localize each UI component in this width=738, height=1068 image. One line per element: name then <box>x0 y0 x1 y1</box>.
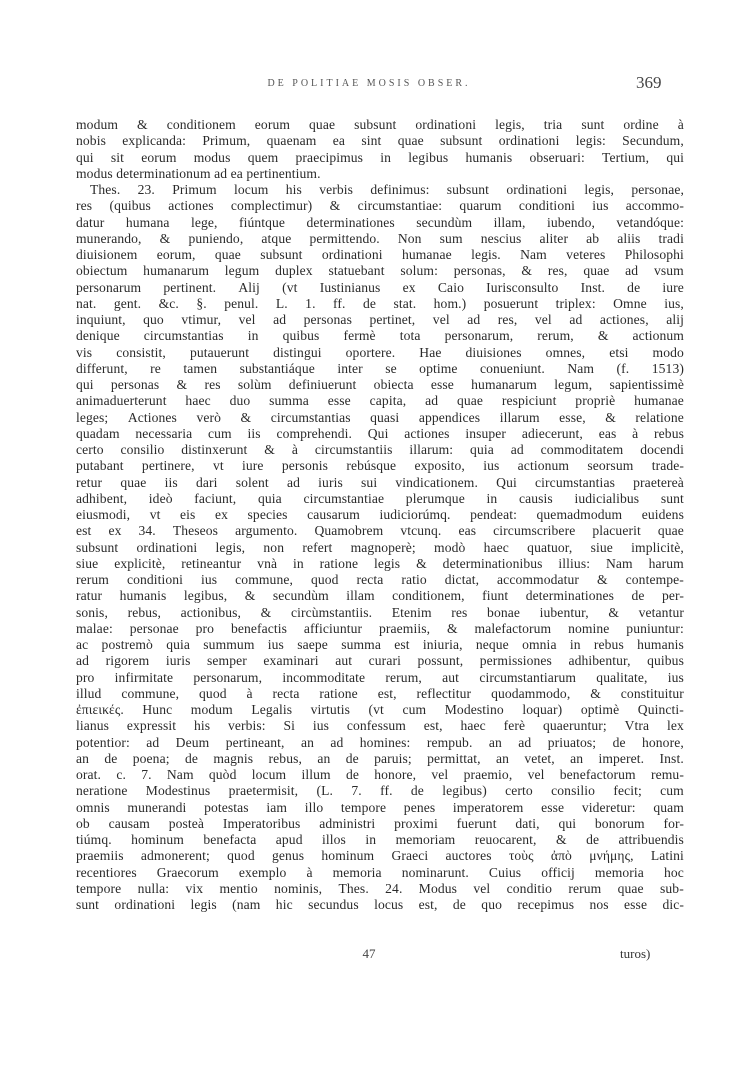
text-line: omnis munerandi potestas iam illo tempore penes imperatorem esse videretur: quam <box>76 799 684 815</box>
text-line: obiectum humanarum legum duplex statuebant solum: personas, & res, quae ad vsum <box>76 263 684 279</box>
text-line: quadam necessaria cum iis comprehendi. Qui actiones insuper adiecerunt, eas à rebus <box>76 425 684 441</box>
body-text <box>76 117 684 913</box>
text-line: nat. gent. &c. §. penul. L. 1. ff. de stat. hom.) posuerunt triplex: Omne ius, <box>76 295 684 311</box>
text-line: potentior: ad Deum pertineant, an ad homines: rempub. an ad priuatos; de honore, <box>76 734 684 750</box>
text-line: putabant pertinere, vt iure personis rebúsque exposito, ius actionum seorsum trade- <box>76 458 684 474</box>
text-line: illud commune, quod à recta ratione est, reflectitur quodammodo, & constituitur <box>76 685 684 701</box>
text-line: differunt, re tamen substantiáque inter se optime conueniunt. Nam (f. 1513) <box>76 360 684 376</box>
text-line: rerum conditioni ius commune, quod recta ratio dictat, accommodatur & contempe- <box>76 572 684 587</box>
text-line: certo consilio distinxerunt & à circumstantiis illarum: quia ad commoditatem docendi <box>76 442 684 457</box>
text-line: ad rigorem iuris semper examinari aut curari possunt, permissiones adhibentur, quibus <box>76 653 684 669</box>
text-line: an de poena; de magnis rebus, an de paruis; permittat, an vetet, an imperet. Inst. <box>76 750 684 766</box>
text-line: neratione Modestinus praetermisit, (L. 7. ff. de legibus) certo consilio fecit; cum <box>76 783 684 799</box>
text-line: ac postremò quia summum ius saepe summa est iniuria, neque omnia in rebus humanis <box>76 637 684 652</box>
text-line: munerando, & puniendo, atque permittendo. Non sum nescius aliter ab aliis tradi <box>76 230 684 246</box>
text-line: animaduerterunt haec duo summa esse capita, ad quae respiciunt propriè humanae <box>76 393 684 409</box>
text-line: modus determinationum ad ea pertinentium. <box>76 165 321 181</box>
text-line: leges; Actiones verò & circumstantias quasi appendices illarum esse, & relatione <box>76 409 684 425</box>
text-line: recentiores Graecorum exemplo à memoria nominarunt. Cuius officij memoria hoc <box>76 864 684 880</box>
text-line: praemiis admonerent; quod genus hominum Graeci auctores τοὺς ἀπὸ μνήμης, Latini <box>76 848 684 864</box>
page-number: 369 <box>636 73 662 92</box>
text-line: est ex 34. Theseos argumento. Quamobrem vtcunq. eas circumscribere placuerit quae <box>76 523 684 539</box>
text-line: sunt ordinationi legis (nam hic secundus locus est, de quo recepimus nos esse dic- <box>76 897 684 912</box>
text-line: ratur humanis legibus, & secundùm illam conditionem, fiunt determinationes de per- <box>76 588 684 604</box>
text-line: ob causam posteà Imperatoribus administri proximi fuerunt dati, qui bonorum for- <box>76 815 684 831</box>
text-line: adhibent, ideò faciunt, quia circumstantiae plerumque in causis iudicialibus sunt <box>76 490 684 506</box>
text-line: modum & conditionem eorum quae subsunt ordinationi legis, tria sunt ordine à <box>76 117 684 132</box>
text-line: eiusmodi, vt eis ex species causarum iudiciorúmq. pendeat: quemadmodum euidens <box>76 507 684 522</box>
text-line: denique circumstantias in quibus fermè tota personarum, rerum, & actionum <box>76 328 684 344</box>
text-line: datur humana lege, fiúntque determinationes secundùm illam, iubendo, vetandóque: <box>76 214 684 230</box>
text-line: res (quibus actiones complectimur) & circumstantiae: quarum conditioni ius accommo- <box>76 198 684 214</box>
folio-signature: 47 <box>362 946 376 961</box>
text-line: qui sit eorum modus quem praecipimus in legibus humanis obseruari: Tertium, qui <box>76 149 684 165</box>
text-line: tiúmq. hominum benefacta apud illos in memoriam reuocarent, & de attribuendis <box>76 832 684 847</box>
text-line: sonis, rebus, actionibus, & circùmstantiis. Etenim res bonae iubentur, & vetantur <box>76 604 684 620</box>
catchword: turos) <box>620 946 651 961</box>
text-line: personarum pertinent. Alij (vt Iustinianus ex Caio Iurisconsulto Inst. de iure <box>76 279 684 295</box>
text-line: malae: personae pro benefactis afficiuntur praemiis, & malefactorum nomine puniuntur: <box>76 620 684 636</box>
text-line: tempore nulla: vix mentio nominis, Thes. 24. Modus vel conditio rerum quae sub- <box>76 880 684 896</box>
running-head: DE POLITIAE MOSIS OBSER. <box>267 78 471 89</box>
text-line: pro infirmitate personarum, incommoditate rerum, aut circumstantiarum qualitate, ius <box>76 669 684 685</box>
text-line: subsunt ordinationi legis, non refert magnoperè; modò haec quatuor, siue implicitè, <box>76 539 684 555</box>
text-line: qui personas & res solùm definiuerunt obiecta esse humanarum legum, sapientissimè <box>76 377 684 392</box>
text-line: ἐπιεικές. Hunc modum Legalis virtutis (vt cum Modestino loquar) optimè Quincti- <box>76 702 684 717</box>
text-line: Thes. 23. Primum locum his verbis definimus: subsunt ordinationi legis, personae, <box>90 182 684 197</box>
text-line: nobis explicanda: Primum, quaenam ea sint quae subsunt ordinationi legis: Secundum, <box>76 133 684 149</box>
text-line: diuisionem eorum, quae subsunt ordinationi humanae legis. Nam veteres Philosophi <box>76 247 684 262</box>
text-line: orat. c. 7. Nam quòd locum illum de honore, vel praemio, vel benefactorum remu- <box>76 767 684 782</box>
text-line: siue explicitè, retineantur vnà in ratione legis & determinationibus illius: Nam harum <box>76 555 684 571</box>
text-line: retur quae iis dari solent ad iuris sui vindicationem. Qui circumstantias praetereà <box>76 474 684 490</box>
text-line: lianus expressit his verbis: Si ius confessum est, haec ferè quaeruntur; Vtra lex <box>76 718 684 734</box>
text-line: vis consistit, putauerunt distingui oportere. Hae diuisiones omnes, etsi modo <box>76 344 684 360</box>
text-line: inquiunt, quo vtimur, vel ad personas pertinet, vel ad res, vel ad actiones, alij <box>76 312 684 327</box>
